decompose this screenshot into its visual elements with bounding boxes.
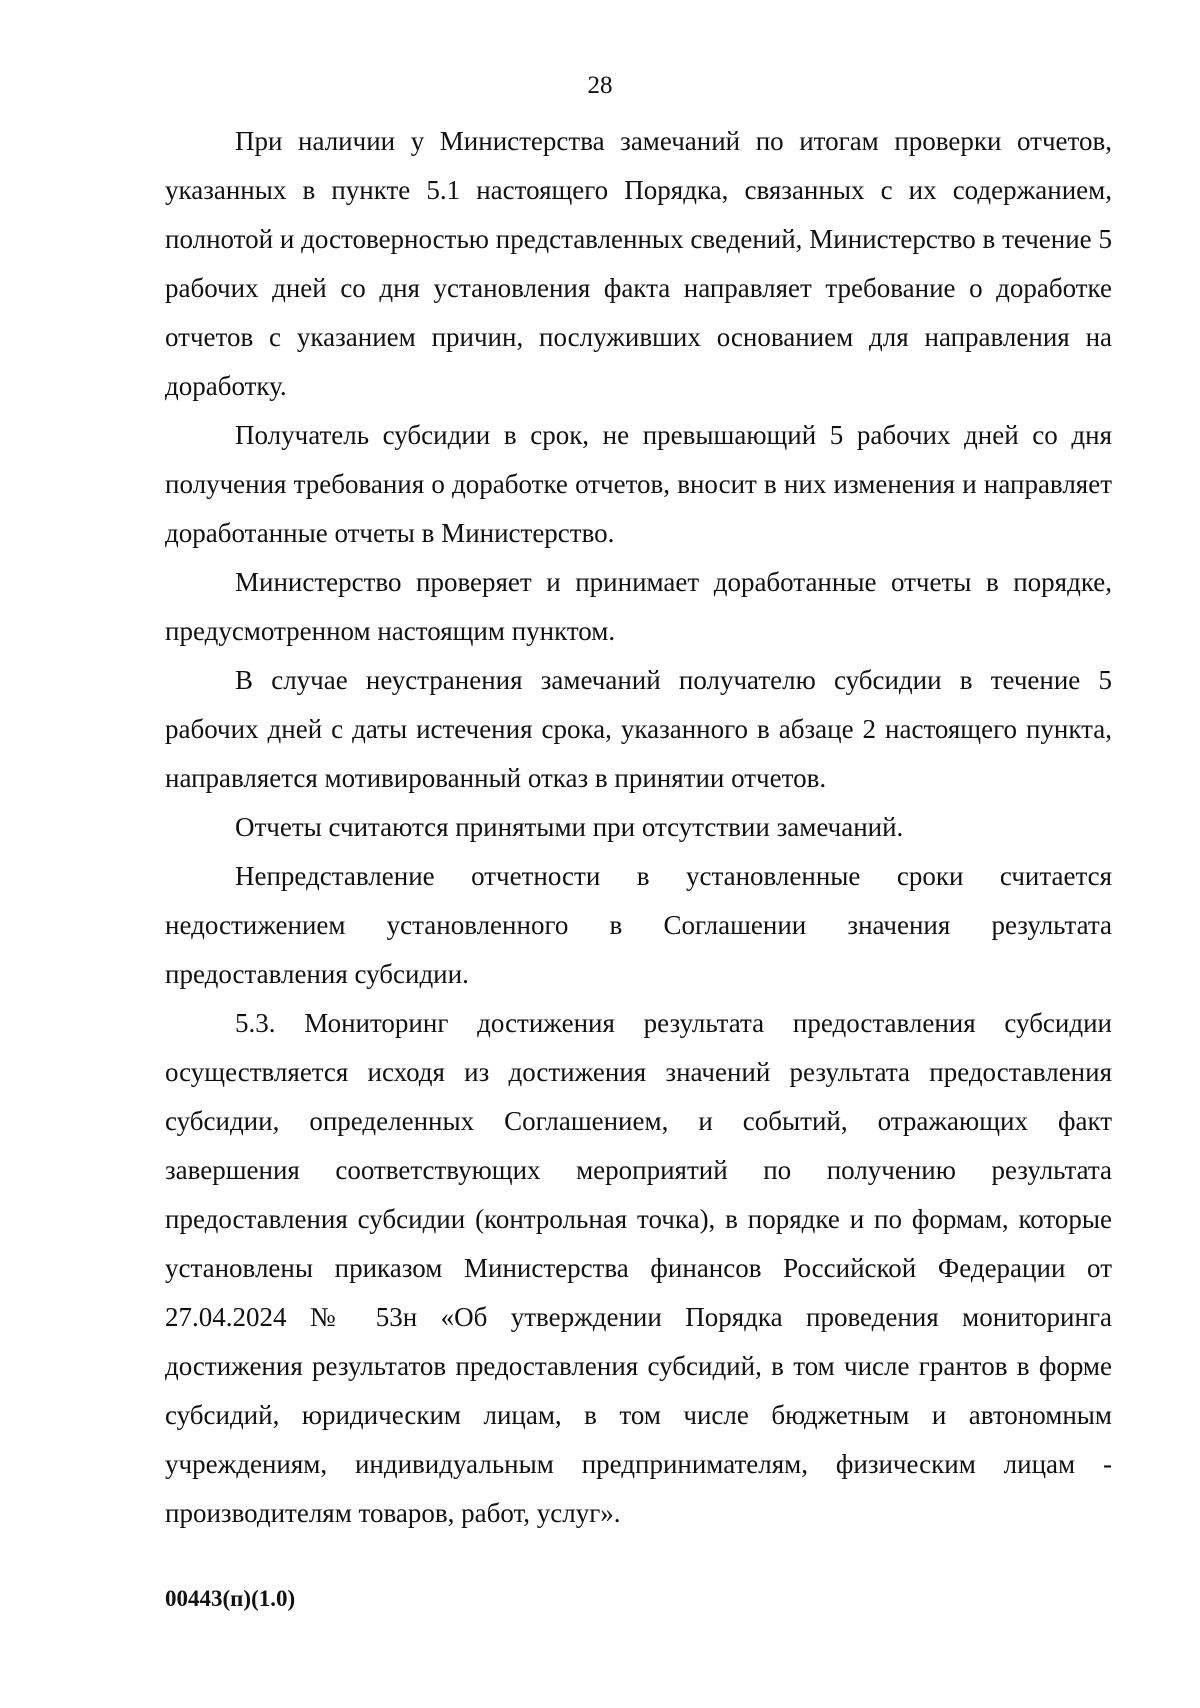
page-number: 28: [587, 72, 613, 99]
paragraph-non-submission: Непредставление отчетности в установленные сроки считается недостижением установленного в Соглашении значения результата предоставления субсидии.: [165, 861, 1112, 989]
paragraph-remarks: При наличии у Министерства замечаний по итогам проверки отчетов, указанных в пункте 5.1 настоящего Порядка, связанных с их содержанием, полнотой и достоверностью представленных сведений, Министерство в течение 5 рабочих дней со дня установления факта направляет требование о доработке отчетов с указанием причин, послуживших основанием для направления на доработку.: [165, 126, 1112, 401]
paragraph-accepted: Отчеты считаются принятыми при отсутствии замечаний.: [235, 812, 904, 842]
paragraph-ministry-check: Министерство проверяет и принимает доработанные отчеты в порядке, предусмотренном настоящим пунктом.: [165, 567, 1112, 646]
paragraph-monitoring: 5.3. Мониторинг достижения результата предоставления субсидии осуществляется исходя из достижения значений результата предоставления субсидии, определенных Соглашением, и событий, отражающих факт завершения соответствующих мероприятий по получению результата предоставления субсидии (контрольная точка), в порядке и по формам, которые установлены приказом Министерства финансов Российской Федерации от 27.04.2024 № 53н «Об утверждении Порядка проведения мониторинга достижения результатов предоставления субсидий, в том числе грантов в форме субсидий, юридическим лицам, в том числе бюджетным и автономным учреждениям, индивидуальным предпринимателям, физическим лицам - производителям товаров, работ, услуг».: [165, 1008, 1112, 1528]
paragraph-refusal: В случае неустранения замечаний получателю субсидии в течение 5 рабочих дней с даты истечения срока, указанного в абзаце 2 настоящего пункта, направляется мотивированный отказ в принятии отчетов.: [165, 665, 1112, 793]
document-body: [165, 117, 1112, 1538]
document-code: 00443(п)(1.0): [165, 1586, 296, 1611]
paragraph-recipient-revision: Получатель субсидии в срок, не превышающий 5 рабочих дней со дня получения требования о доработке отчетов, вносит в них изменения и направляет доработанные отчеты в Министерство.: [165, 420, 1112, 548]
